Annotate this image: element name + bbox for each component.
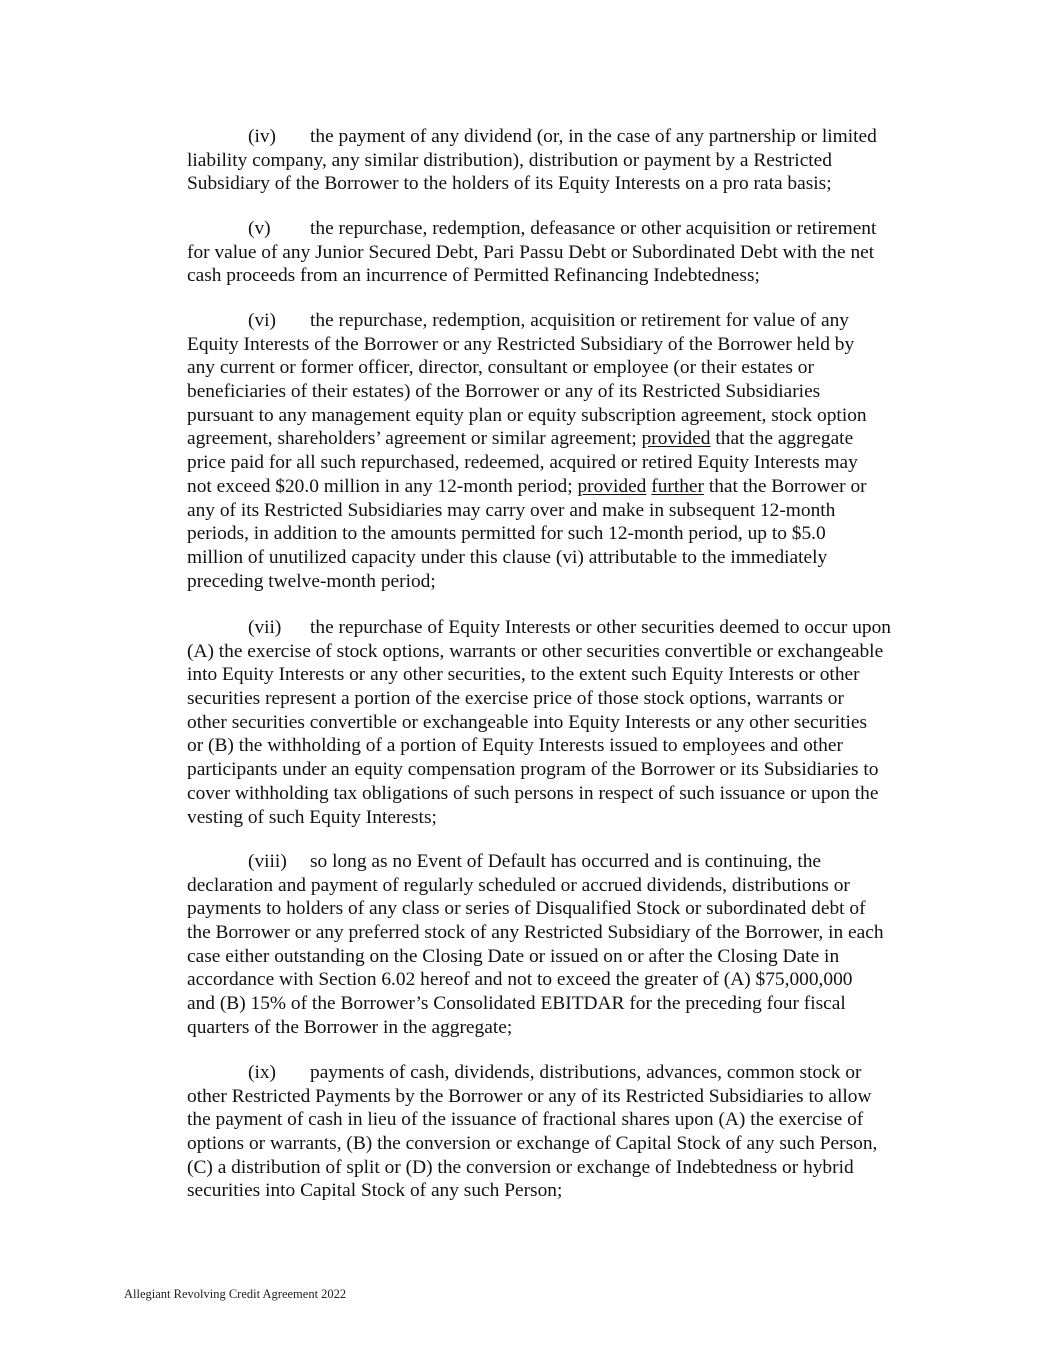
- clause-number: (ix): [248, 1062, 276, 1083]
- clause-number: (vii): [248, 617, 282, 638]
- clause-viii: (viii) so long as no Event of Default has occurred and is continuing, the declaration and payment of regularly scheduled or accrued dividends, distributions or payments to holders of any class or series of Disqualified Stock or subordinated debt of the Borrower or any preferred stock of any Restricted Subsidiary of the Borrower, in each case either outstanding on the Closing Date or issued on or after the Closing Date in accordance with Section 6.02 hereof and not to exceed the greater of (A) $75,000,000 and (B) 15% of the Borrower’s Consolidated EBITDAR for the preceding four fiscal quarters of the Borrower in the aggregate;: [187, 851, 884, 1038]
- underlined-term: provided: [641, 428, 711, 450]
- page-footer: Allegiant Revolving Credit Agreement 2022: [124, 1287, 347, 1301]
- clause-ix: (ix) payments of cash, dividends, distributions, advances, common stock or other Restricted Payments by the Borrower or any of its Restricted Subsidiaries to allow the payment of cash in lieu of the issuance of fractional shares upon (A) the exercise of options or warrants, (B) the conversion or exchange of Capital Stock of any such Person, (C) a distribution of split or (D) the conversion or exchange of Indebtedness or hybrid securities into Capital Stock of any such Person;: [187, 1062, 878, 1202]
- clause-number: (v): [248, 218, 271, 239]
- clause-number: (vi): [248, 310, 276, 331]
- underlined-term: provided: [577, 475, 647, 497]
- clause-vii: (vii) the repurchase of Equity Interests or other securities deemed to occur upon (A) the exercise of stock options, warrants or other securities convertible or exchangeable into Equity Interests or any other securities, to the extent such Equity Interests or other securities represent a portion of the exercise price of those stock options, warrants or other securities convertible or exchangeable into Equity Interests or any other securities or (B) the withholding of a portion of Equity Interests issued to employees and other participants under an equity compensation program of the Borrower or its Subsidiaries to cover withholding tax obligations of such persons in respect of such issuance or upon the vesting of such Equity Interests;: [187, 617, 891, 828]
- underlined-term: further: [651, 475, 704, 497]
- clause-iv: (iv) the payment of any dividend (or, in the case of any partnership or limited liability company, any similar distribution), distribution or payment by a Restricted Subsidiary of the Borrower to the holders of its Equity Interests on a pro rata basis;: [187, 126, 877, 195]
- clause-vi: (vi) the repurchase, redemption, acquisition or retirement for value of any Equity Interests of the Borrower or any Restricted Subsidiary of the Borrower held by any current or former officer, director, consultant or employee (or their estates or beneficiaries of their estates) of the Borrower or any of its Restricted Subsidiaries pursuant to any management equity plan or equity subscription agreement, stock option agreement, shareholders’ agreement or similar agreement; provided that the aggregate price paid for all such repurchased, redeemed, acquired or retired Equity Interests may not exceed $20.0 million in any 12-month period; provided further that the Borrower or any of its Restricted Subsidiaries may carry over and make in subsequent 12-month periods, in addition to the amounts permitted for such 12-month period, up to $5.0 million of unutilized capacity under this clause (vi) attributable to the immediately preceding twelve-month period;: [187, 310, 867, 592]
- clause-v: (v) the repurchase, redemption, defeasance or other acquisition or retirement for value of any Junior Secured Debt, Pari Passu Debt or Subordinated Debt with the net cash proceeds from an incurrence of Permitted Refinancing Indebtedness;: [187, 218, 877, 287]
- clause-number: (viii): [248, 851, 287, 872]
- clause-number: (iv): [248, 126, 276, 147]
